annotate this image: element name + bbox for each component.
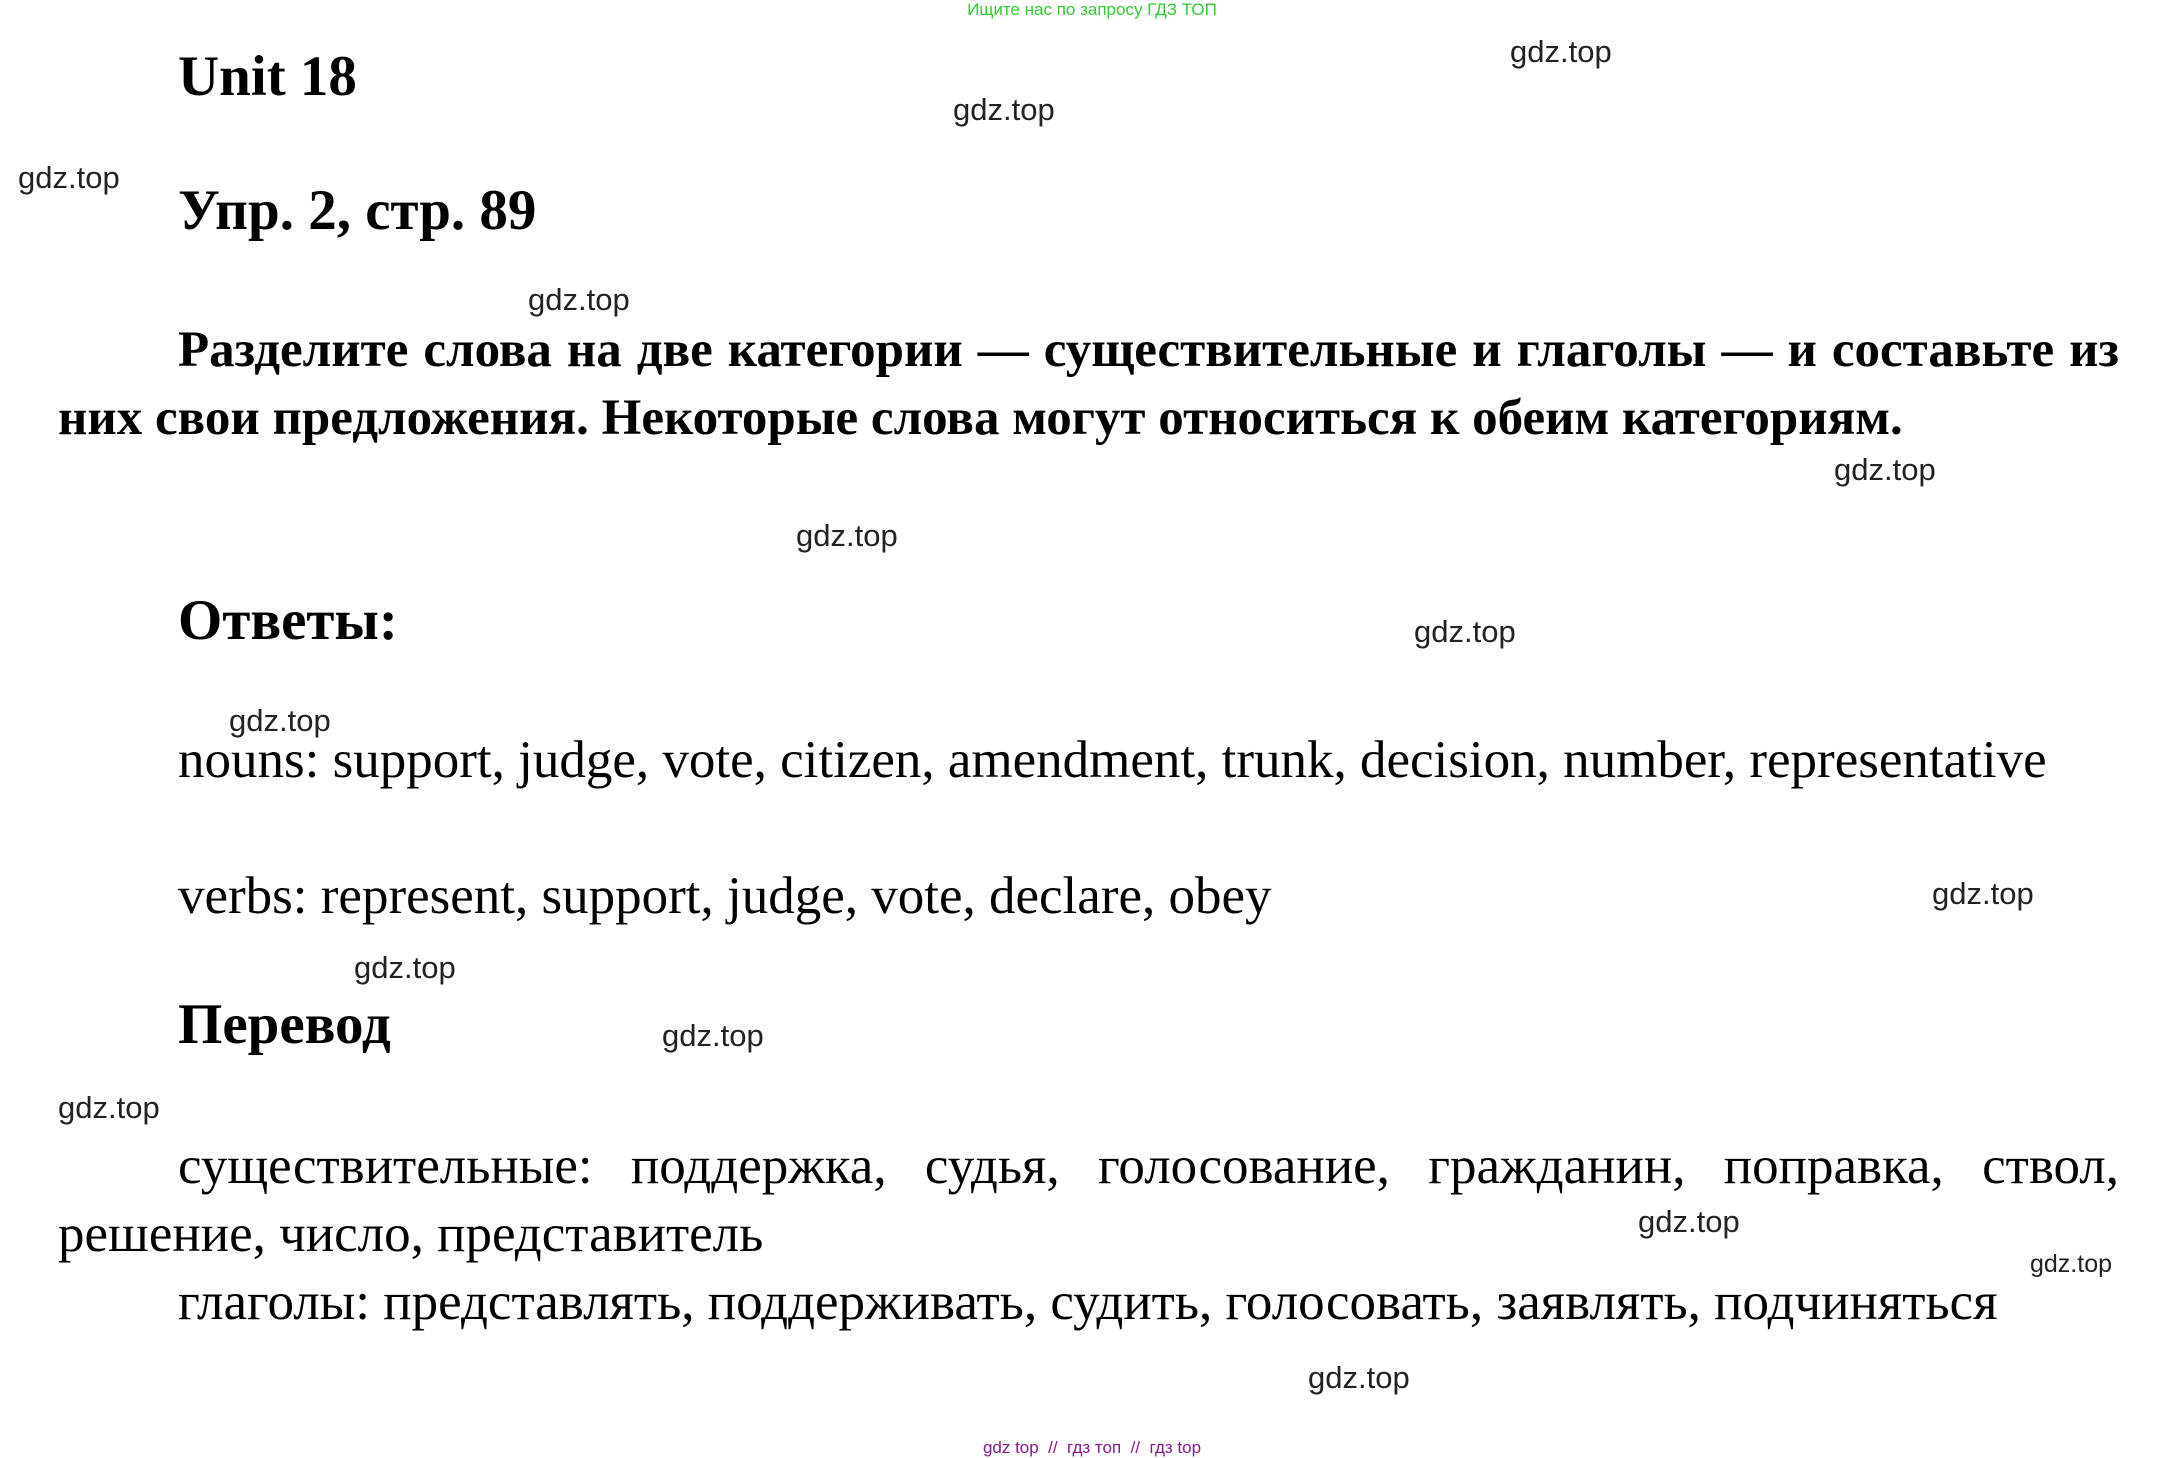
watermark: gdz.top — [2030, 1250, 2113, 1278]
watermark: gdz.top — [1638, 1204, 1740, 1239]
watermark: gdz.top — [796, 518, 898, 553]
answer-verbs: verbs: represent, support, judge, vote, declare, obey — [178, 867, 1272, 925]
watermark: gdz.top — [1834, 452, 1936, 487]
unit-title: Unit 18 — [178, 45, 357, 108]
answers-heading: Ответы: — [178, 589, 398, 652]
exercise-title: Упр. 2, стр. 89 — [178, 179, 537, 242]
answer-nouns: nouns: support, judge, vote, citizen, amendment, trunk, decision, number, representative — [178, 731, 2047, 789]
watermark: gdz.top — [1510, 34, 1612, 69]
translation-verbs: глаголы: представлять, поддерживать, судить, голосовать, заявлять, подчиняться — [178, 1273, 1998, 1331]
watermark: gdz.top — [528, 282, 630, 317]
watermark: gdz.top — [18, 160, 120, 195]
watermark: gdz.top — [662, 1018, 764, 1053]
translation-nouns: существительные: поддержка, судья, голосование, гражданин, поправка, ствол, решение, число, представитель — [58, 1137, 2119, 1263]
watermark: gdz.top — [58, 1090, 160, 1125]
watermark: gdz.top — [354, 950, 456, 985]
watermark: gdz.top — [1308, 1360, 1410, 1395]
translation-heading: Перевод — [178, 993, 391, 1056]
task-text: Разделите слова на две категории — существительные и глаголы — и составьте из них свои предложения. Некоторые слова могут относиться к обеим категориям. — [58, 322, 2119, 446]
watermark: gdz.top — [953, 92, 1055, 127]
watermark: gdz.top — [1932, 876, 2034, 911]
footer-watermark: gdz top // гдз топ // гдз top — [982, 1438, 1202, 1457]
watermark: gdz.top — [229, 703, 331, 738]
top-banner: Ищите нас по запросу ГДЗ ТОП — [967, 0, 1217, 19]
watermark: gdz.top — [1414, 614, 1516, 649]
